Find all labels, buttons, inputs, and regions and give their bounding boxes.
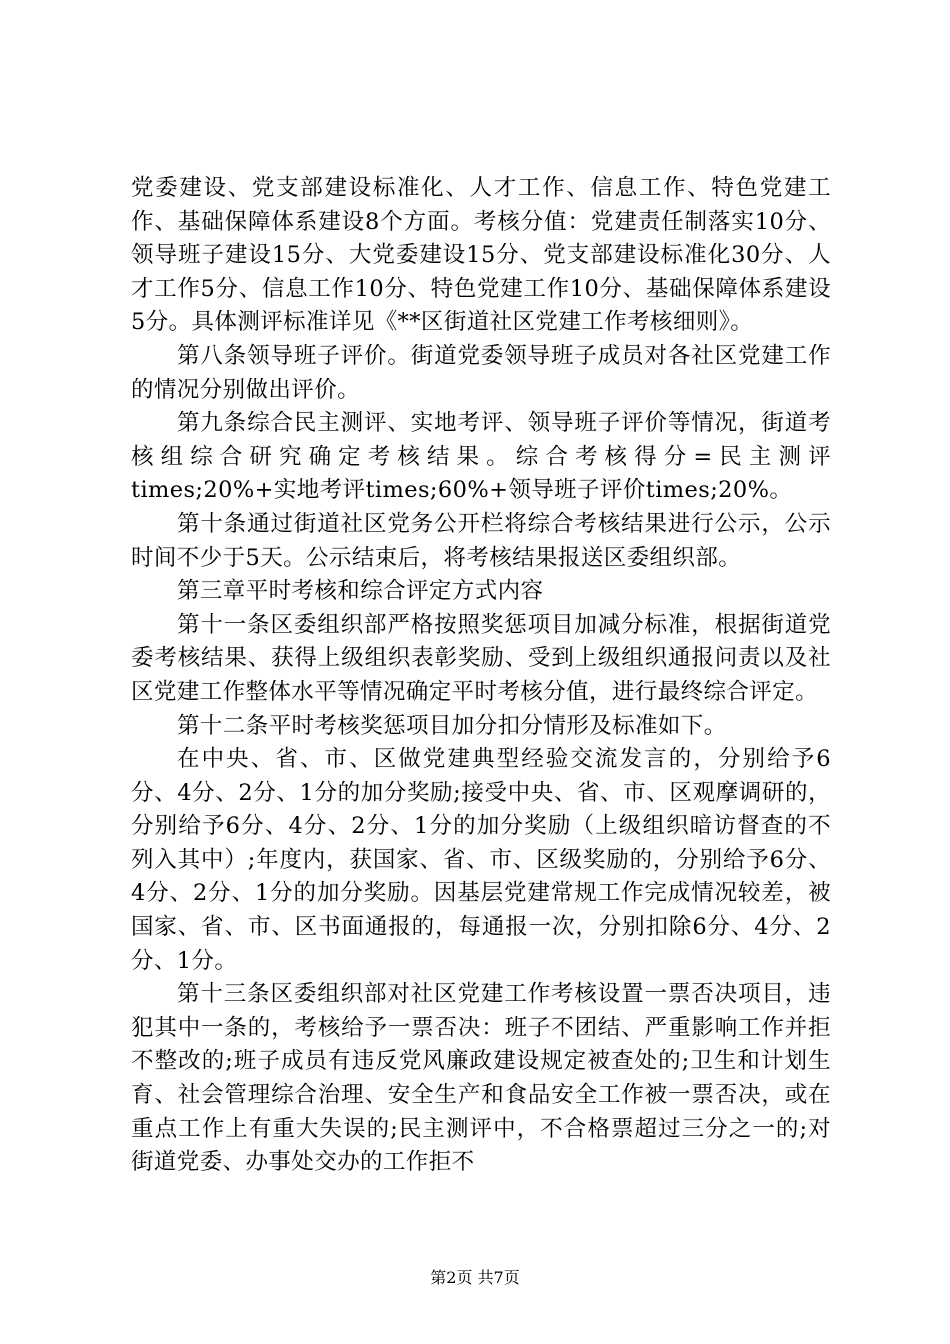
paragraph-6: 第十二条平时考核奖惩项目加分扣分情形及标准如下。 xyxy=(177,712,727,739)
chapter-heading: 第三章平时考核和综合评定方式内容 xyxy=(177,578,544,605)
page-footer xyxy=(0,1268,950,1288)
paragraph-7: 在中央、省、市、区做党建典型经验交流发言的，分别给予6分、4分、2分、1分的加分奖励;接受中央、省、市、区观摩调研的，分别给予6分、4分、2分、1分的加分奖励（上级组织暗访督查的不列入其中）;年度内，获国家、省、市、区级奖励的，分别给予6分、4分、2分、1分的加分奖励。因基层党建常规工作完成情况较差，被国家、省、市、区书面通报的，每通报一次，分别扣除6分、4分、2分、1分。 xyxy=(131,746,831,974)
page-number: 第2页 共7页 xyxy=(430,1268,520,1287)
paragraph-3: 第九条综合民主测评、实地考评、领导班子评价等情况，街道考核组综合研究确定考核结果。综合考核得分=民主测评times;20%+实地考评times;60%+领导班子评价times;20%。 xyxy=(131,410,831,504)
paragraph-5: 第十一条区委组织部严格按照奖惩项目加减分标准，根据街道党委考核结果、获得上级组织表彰奖励、受到上级组织通报问责以及社区党建工作整体水平等情况确定平时考核分值，进行最终综合评定。 xyxy=(131,611,831,705)
paragraph-1: 党委建设、党支部建设标准化、人才工作、信息工作、特色党建工作、基础保障体系建设8个方面。考核分值：党建责任制落实10分、领导班子建设15分、大党委建设15分、党支部建设标准化30分、人才工作5分、信息工作10分、特色党建工作10分、基础保障体系建设5分。具体测评标准详见《**区街道社区党建工作考核细则》。 xyxy=(131,175,831,336)
paragraph-2: 第八条领导班子评价。街道党委领导班子成员对各社区党建工作的情况分别做出评价。 xyxy=(131,342,831,403)
document-body xyxy=(131,172,831,1180)
paragraph-4: 第十条通过街道社区党务公开栏将综合考核结果进行公示，公示时间不少于5天。公示结束后，将考核结果报送区委组织部。 xyxy=(131,510,831,571)
paragraph-8: 第十三条区委组织部对社区党建工作考核设置一票否决项目，违犯其中一条的，考核给予一票否决：班子不团结、严重影响工作并拒不整改的;班子成员有违反党风廉政建设规定被查处的;卫生和计划生育、社会管理综合治理、安全生产和食品安全工作被一票否决，或在重点工作上有重大失误的;民主测评中，不合格票超过三分之一的;对街道党委、办事处交办的工作拒不 xyxy=(131,981,831,1176)
